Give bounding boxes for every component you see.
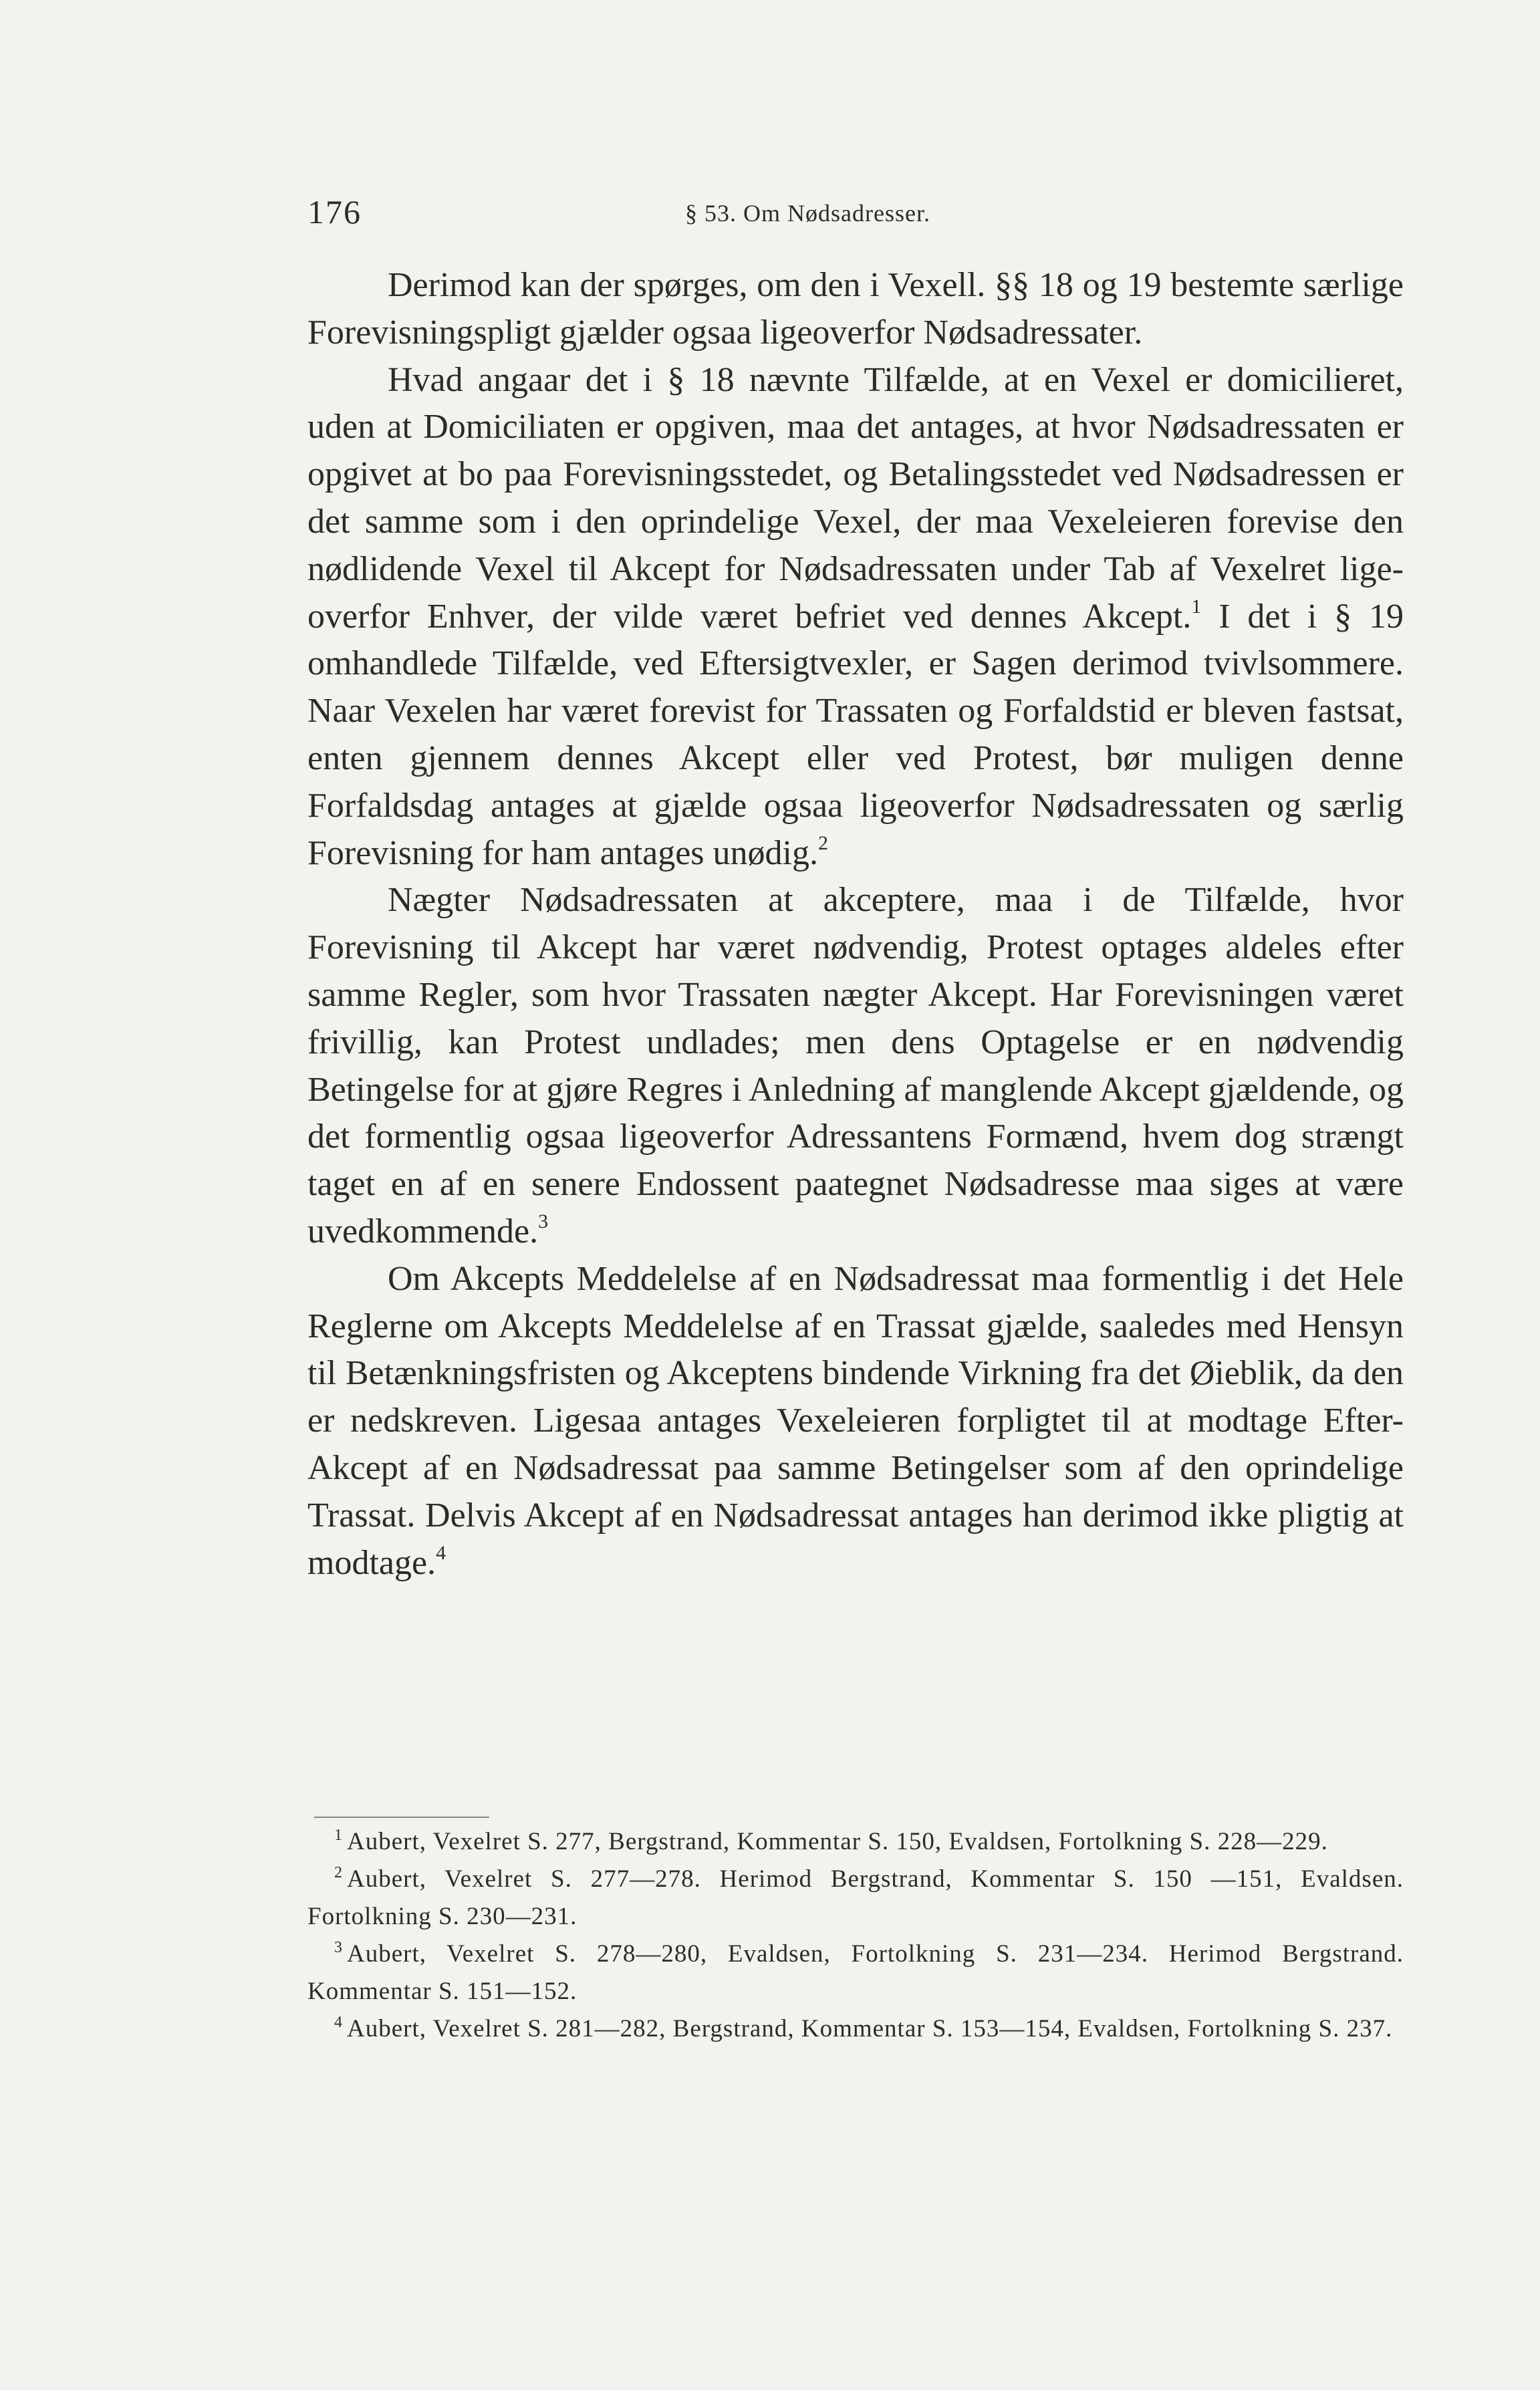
footnote-text: Aubert, Vexelret S. 277—278. Herimod Bergstrand, Kommentar S. 150 —151, Evaldsen. Fortolkning S. 230—231. bbox=[307, 1865, 1404, 1930]
paragraph-text: Nægter Nødsadressaten at akceptere, maa i de Tilfælde, hvor Forevisning til Akcept har været nødvendig, Protest optages aldeles efter samme Regler, som hvor Trassaten nægter Akcept. Har Forevisningen været frivillig, kan Protest undlades; men dens Optagelse er en nødvendig Betingelse for at gjøre Regres i Anledning af manglende Akcept gjældende, og det formentlig ogsaa ligeoverfor Adressantens Formænd, hvem dog strængt taget en af en senere Endossent paategnet Nødsadresse maa siges at være uvedkommende. bbox=[307, 881, 1404, 1250]
footnote-reference: 3 bbox=[538, 1210, 549, 1232]
footnote bbox=[307, 1936, 1404, 2010]
footnote bbox=[307, 1823, 1404, 1861]
footnote-text: Aubert, Vexelret S. 278—280, Evaldsen, Fortolkning S. 231—234. Herimod Bergstrand. Kommentar S. 151—152. bbox=[307, 1940, 1404, 2005]
footnote-mark: 1 bbox=[334, 1827, 343, 1844]
footnote-reference: 4 bbox=[436, 1541, 446, 1564]
footnote bbox=[307, 1861, 1404, 1936]
page-header bbox=[307, 192, 1404, 233]
page-number: 176 bbox=[307, 193, 362, 231]
footnote-mark: 4 bbox=[334, 2014, 343, 2031]
footnote-reference: 2 bbox=[817, 831, 828, 854]
paragraph bbox=[307, 1256, 1404, 1587]
footnote-text: Aubert, Vexelret S. 277, Bergstrand, Kommentar S. 150, Evaldsen, Fortolkning S. 228—229. bbox=[347, 1828, 1328, 1855]
paragraph-text: I det i § 19 omhandlede Tilfælde, ved Eftersigtvexler, er Sagen derimod tvivlsommere. Naar Vexelen har været forevist for Trassaten og Forfaldstid er bleven fastsat, enten gjennem dennes Akcept eller ved Protest, bør muligen denne Forfaldsdag antages at gjælde ogsaa ligeoverfor Nødsadressaten og særlig Forevisning for ham antages unødig. bbox=[307, 597, 1404, 872]
paragraph-text: Derimod kan der spørges, om den i Vexell. §§ 18 og 19 bestemte særlige Forevisningspligt gjælder ogsaa ligeoverfor Nødsadressater. bbox=[307, 266, 1404, 352]
running-head: § 53. Om Nødsadresser. bbox=[685, 200, 930, 227]
paragraph bbox=[307, 357, 1404, 878]
body-text bbox=[307, 262, 1404, 1587]
paragraph bbox=[307, 262, 1404, 357]
footnote-reference: 1 bbox=[1191, 595, 1202, 618]
footnote-mark: 2 bbox=[334, 1864, 343, 1881]
paragraph-text: Om Akcepts Meddelelse af en Nødsadressat maa formentlig i det Hele Reglerne om Akcepts Meddelelse af en Trassat gjælde, saaledes med Hensyn til Betænkningsfristen og Akceptens bindende Virkning fra det Øieblik, da den er nedskreven. Ligesaa antages Vexeleieren forpligtet til at modtage Efter-Akcept af en Nødsadressat paa samme Betingelser som af den oprindelige Trassat. Delvis Akcept af en Nødsadressat antages han derimod ikke pligtig at modtage. bbox=[307, 1259, 1404, 1582]
footnote bbox=[307, 2010, 1404, 2048]
paragraph bbox=[307, 877, 1404, 1255]
paragraph-text: Hvad angaar det i § 18 nævnte Tilfælde, at en Vexel er domicilieret, uden at Domiciliaten er opgiven, maa det antages, at hvor Nødsadressaten er opgivet at bo paa Forevisningsstedet, og Betalingsstedet ved Nødsadressen er det samme som i den oprindelige Vexel, der maa Vexeleieren forevise den nødlidende Vexel til Akcept for Nødsadressaten under Tab af Vexelret ligeoverfor Enhver, der vilde været befriet ved dennes Akcept. bbox=[307, 360, 1404, 636]
footnote-mark: 3 bbox=[334, 1939, 343, 1956]
footnotes bbox=[307, 1823, 1404, 2048]
footnote-text: Aubert, Vexelret S. 281—282, Bergstrand, Kommentar S. 153—154, Evaldsen, Fortolkning S. 237. bbox=[347, 2015, 1393, 2042]
footnote-divider bbox=[314, 1817, 489, 1818]
